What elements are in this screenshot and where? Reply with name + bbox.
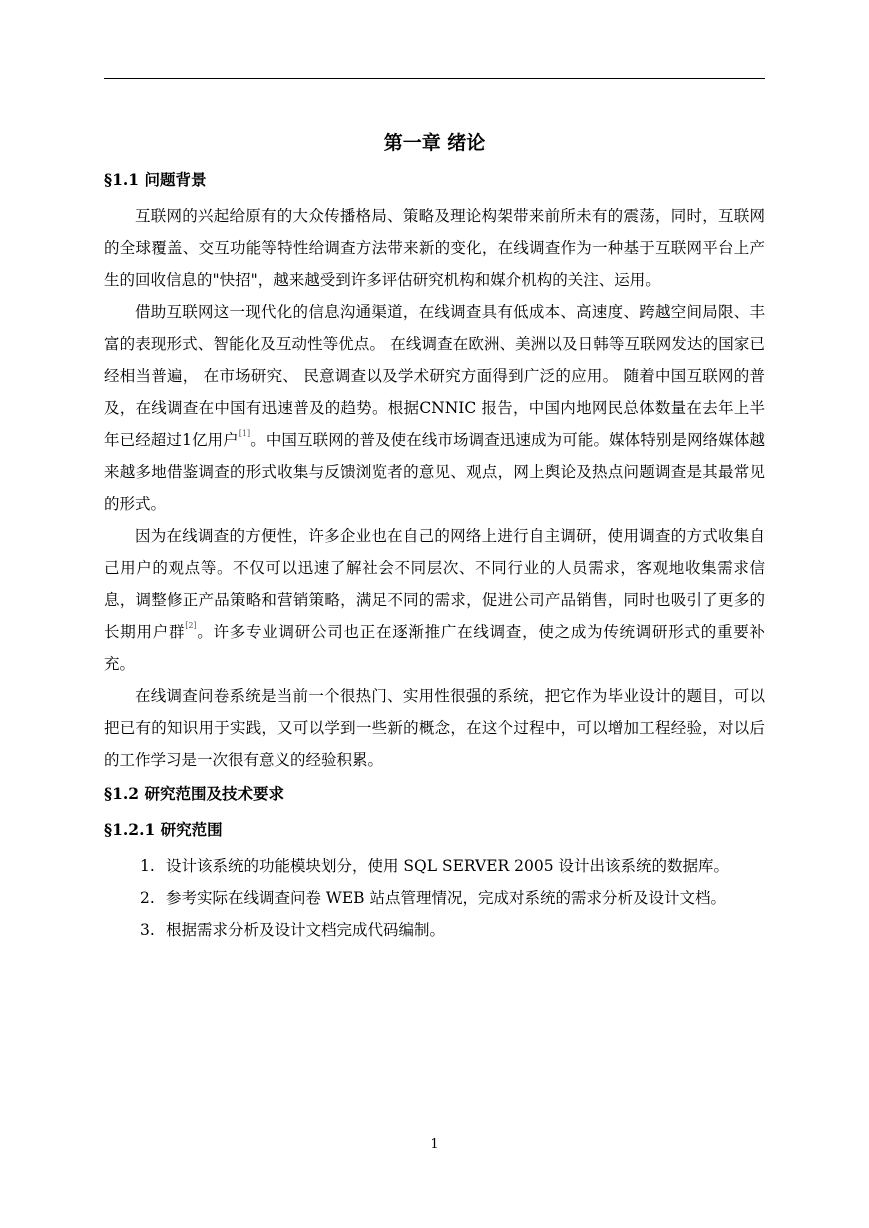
page-number: 1 — [430, 1137, 439, 1152]
list-item — [104, 850, 765, 882]
citation-ref-1: [1] — [238, 429, 251, 438]
paragraph-3-text-b: 。许多专业调研公司也正在逐渐推广在线调查，使之成为传统调研形式的重要补充。 — [104, 623, 765, 673]
chapter-title: 第一章 绪论 — [383, 132, 486, 154]
list-item-number: 3. — [140, 921, 155, 939]
paragraph-2-text-b: 。中国互联网的普及使在线市场调查迅速成为可能。媒体特别是网络媒体越来越多地借鉴调查的形式收集与反馈浏览者的意见、观点，网上舆论及热点问题调查是其最常见的形式。 — [104, 431, 765, 513]
paragraph-2-text-a: 借助互联网这一现代化的信息沟通渠道，在线调查具有低成本、高速度、跨越空间局限、丰富的表现形式、智能化及互动性等优点。 在线调查在欧洲、美洲以及日韩等互联网发达的国家已经相当普遍， 在市场研究、 民意调查以及学术研究方面得到广泛的应用。 随着中国互联网的普及，在线调查在中国有迅速普及的趋势。根据CNNIC 报告，中国内地网民总体数量在去年上半年已经超过1亿用户 — [104, 303, 765, 449]
scope-list — [104, 850, 765, 946]
page-content — [104, 128, 765, 946]
section-heading-1-1: §1.1 问题背景 — [104, 170, 207, 189]
paragraph-1: 互联网的兴起给原有的大众传播格局、策略及理论构架带来前所未有的震荡，同时，互联网的全球覆盖、交互功能等特性给调查方法带来新的变化，在线调查作为一种基于互联网平台上产生的回收信息的"快招"，越来越受到许多评估研究机构和媒介机构的关注、运用。 — [104, 207, 765, 289]
list-item-text: 参考实际在线调查问卷 WEB 站点管理情况，完成对系统的需求分析及设计文档。 — [166, 889, 726, 907]
section-heading-1-2-1: §1.2.1 研究范围 — [104, 820, 223, 839]
list-item — [104, 914, 765, 946]
list-item-text: 设计该系统的功能模块划分，使用 SQL SERVER 2005 设计出该系统的数据库。 — [166, 857, 730, 875]
citation-ref-2: [2] — [185, 621, 197, 630]
paragraph-2 — [104, 296, 765, 520]
paragraph-3-text-a: 因为在线调查的方便性，许多企业也在自己的网络上进行自主调研，使用调查的方式收集自己用户的观点等。不仅可以迅速了解社会不同层次、不同行业的人员需求，客观地收集需求信息，调整修正产品策略和营销策略，满足不同的需求，促进公司产品销售，同时也吸引了更多的长期用户群 — [104, 527, 765, 641]
section-heading-1-2: §1.2 研究范围及技术要求 — [104, 784, 284, 803]
paragraph-3 — [104, 520, 765, 680]
list-item — [104, 882, 765, 914]
paragraph-4: 在线调查问卷系统是当前一个很热门、实用性很强的系统，把它作为毕业设计的题目，可以把已有的知识用于实践，又可以学到一些新的概念，在这个过程中，可以增加工程经验，对以后的工作学习是一次很有意义的经验积累。 — [104, 687, 765, 769]
list-item-number: 2. — [140, 889, 155, 907]
list-item-text: 根据需求分析及设计文档完成代码编制。 — [166, 921, 446, 939]
list-item-number: 1. — [140, 857, 155, 875]
header-rule — [104, 78, 765, 79]
